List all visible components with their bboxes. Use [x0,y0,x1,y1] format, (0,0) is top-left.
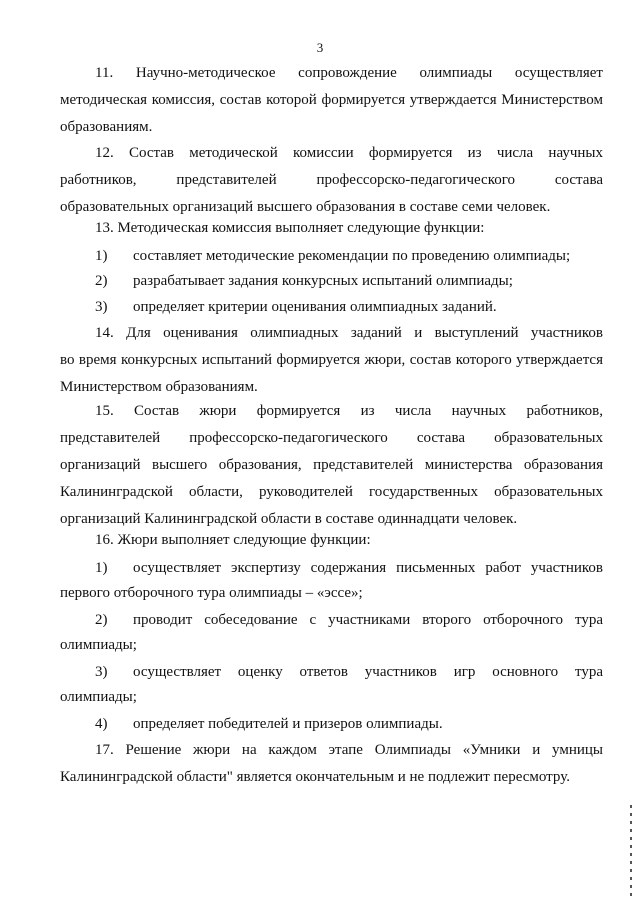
list-item [60,243,603,270]
list-item-continuation [60,684,603,711]
list-item-text: олимпиады; [60,689,137,705]
list-item [60,268,603,295]
paragraph-line: 11. Научно-методическое сопровождение олимпиады осуществляет [95,65,603,81]
list-item [60,659,603,686]
list-item [60,607,603,634]
list-item-number: 1) [95,248,108,264]
scan-margin-marks [630,805,632,900]
paragraph-line: представителей профессорско-педагогического состава образовательных [60,430,603,446]
paragraph-line: 17. Решение жюри на каждом этапе Олимпиады «Умники и умницы [95,742,603,758]
list-item-number: 3) [95,299,108,315]
paragraph-17 [60,737,603,791]
paragraph-line: 15. Состав жюри формируется из числа научных работников, [95,403,603,419]
list-item-text: осуществляет оценку ответов участников игр основного тура [133,664,603,680]
paragraph-16 [60,527,603,554]
list-item-number: 2) [95,273,108,289]
list-item-number: 2) [95,612,108,628]
list-item-continuation [60,632,603,659]
list-item [60,555,603,582]
paragraph-14 [60,320,603,401]
paragraph-line: образовательных организаций высшего образования в составе семи человек. [60,199,551,215]
paragraph-line: 16. Жюри выполняет следующие функции: [95,532,371,548]
paragraph-12 [60,140,603,221]
list-item-text: первого отборочного тура олимпиады – «эссе»; [60,585,363,601]
list-item-number: 1) [95,560,108,576]
list-item-text: разрабатывает задания конкурсных испытаний олимпиады; [133,273,513,289]
list-item-number: 4) [95,716,108,732]
paragraph-line: 13. Методическая комиссия выполняет следующие функции: [95,220,485,236]
paragraph-15 [60,398,603,533]
list-item [60,294,603,321]
list-item-text: определяет победителей и призеров олимпиады. [133,716,443,732]
paragraph-line: Калининградской области, руководителей государственных образовательных [60,484,603,500]
paragraph-line: 14. Для оценивания олимпиадных заданий и выступлений участников [95,325,603,341]
paragraph-line: Министерством образованиям. [60,379,258,395]
paragraph-11 [60,60,603,141]
list-item-continuation [60,580,603,607]
list-item-text: определяет критерии оценивания олимпиадных заданий. [133,299,497,315]
paragraph-line: во время конкурсных испытаний формируется жюри, состав которого утверждается [60,352,603,368]
paragraph-line: 12. Состав методической комиссии формируется из числа научных [95,145,603,161]
paragraph-line: организаций высшего образования, представителей министерства образования [60,457,603,473]
paragraph-line: образованиям. [60,119,153,135]
list-item-number: 3) [95,664,108,680]
list-item-text: составляет методические рекомендации по проведению олимпиады; [133,248,571,264]
paragraph-line: работников, представителей профессорско-педагогического состава [60,172,603,188]
list-item-text: проводит собеседование с участниками второго отборочного тура [133,612,603,628]
list-item-text: осуществляет экспертизу содержания письменных работ участников [133,560,603,576]
page-number: 3 [316,40,324,55]
list-item [60,711,603,738]
paragraph-line: методическая комиссия, состав которой формируется утверждается Министерством [60,92,603,108]
paragraph-line: Калининградской области" является окончательным и не подлежит пересмотру. [60,769,570,785]
list-item-text: олимпиады; [60,637,137,653]
paragraph-13 [60,215,603,242]
paragraph-line: организаций Калининградской области в составе одиннадцати человек. [60,511,518,527]
